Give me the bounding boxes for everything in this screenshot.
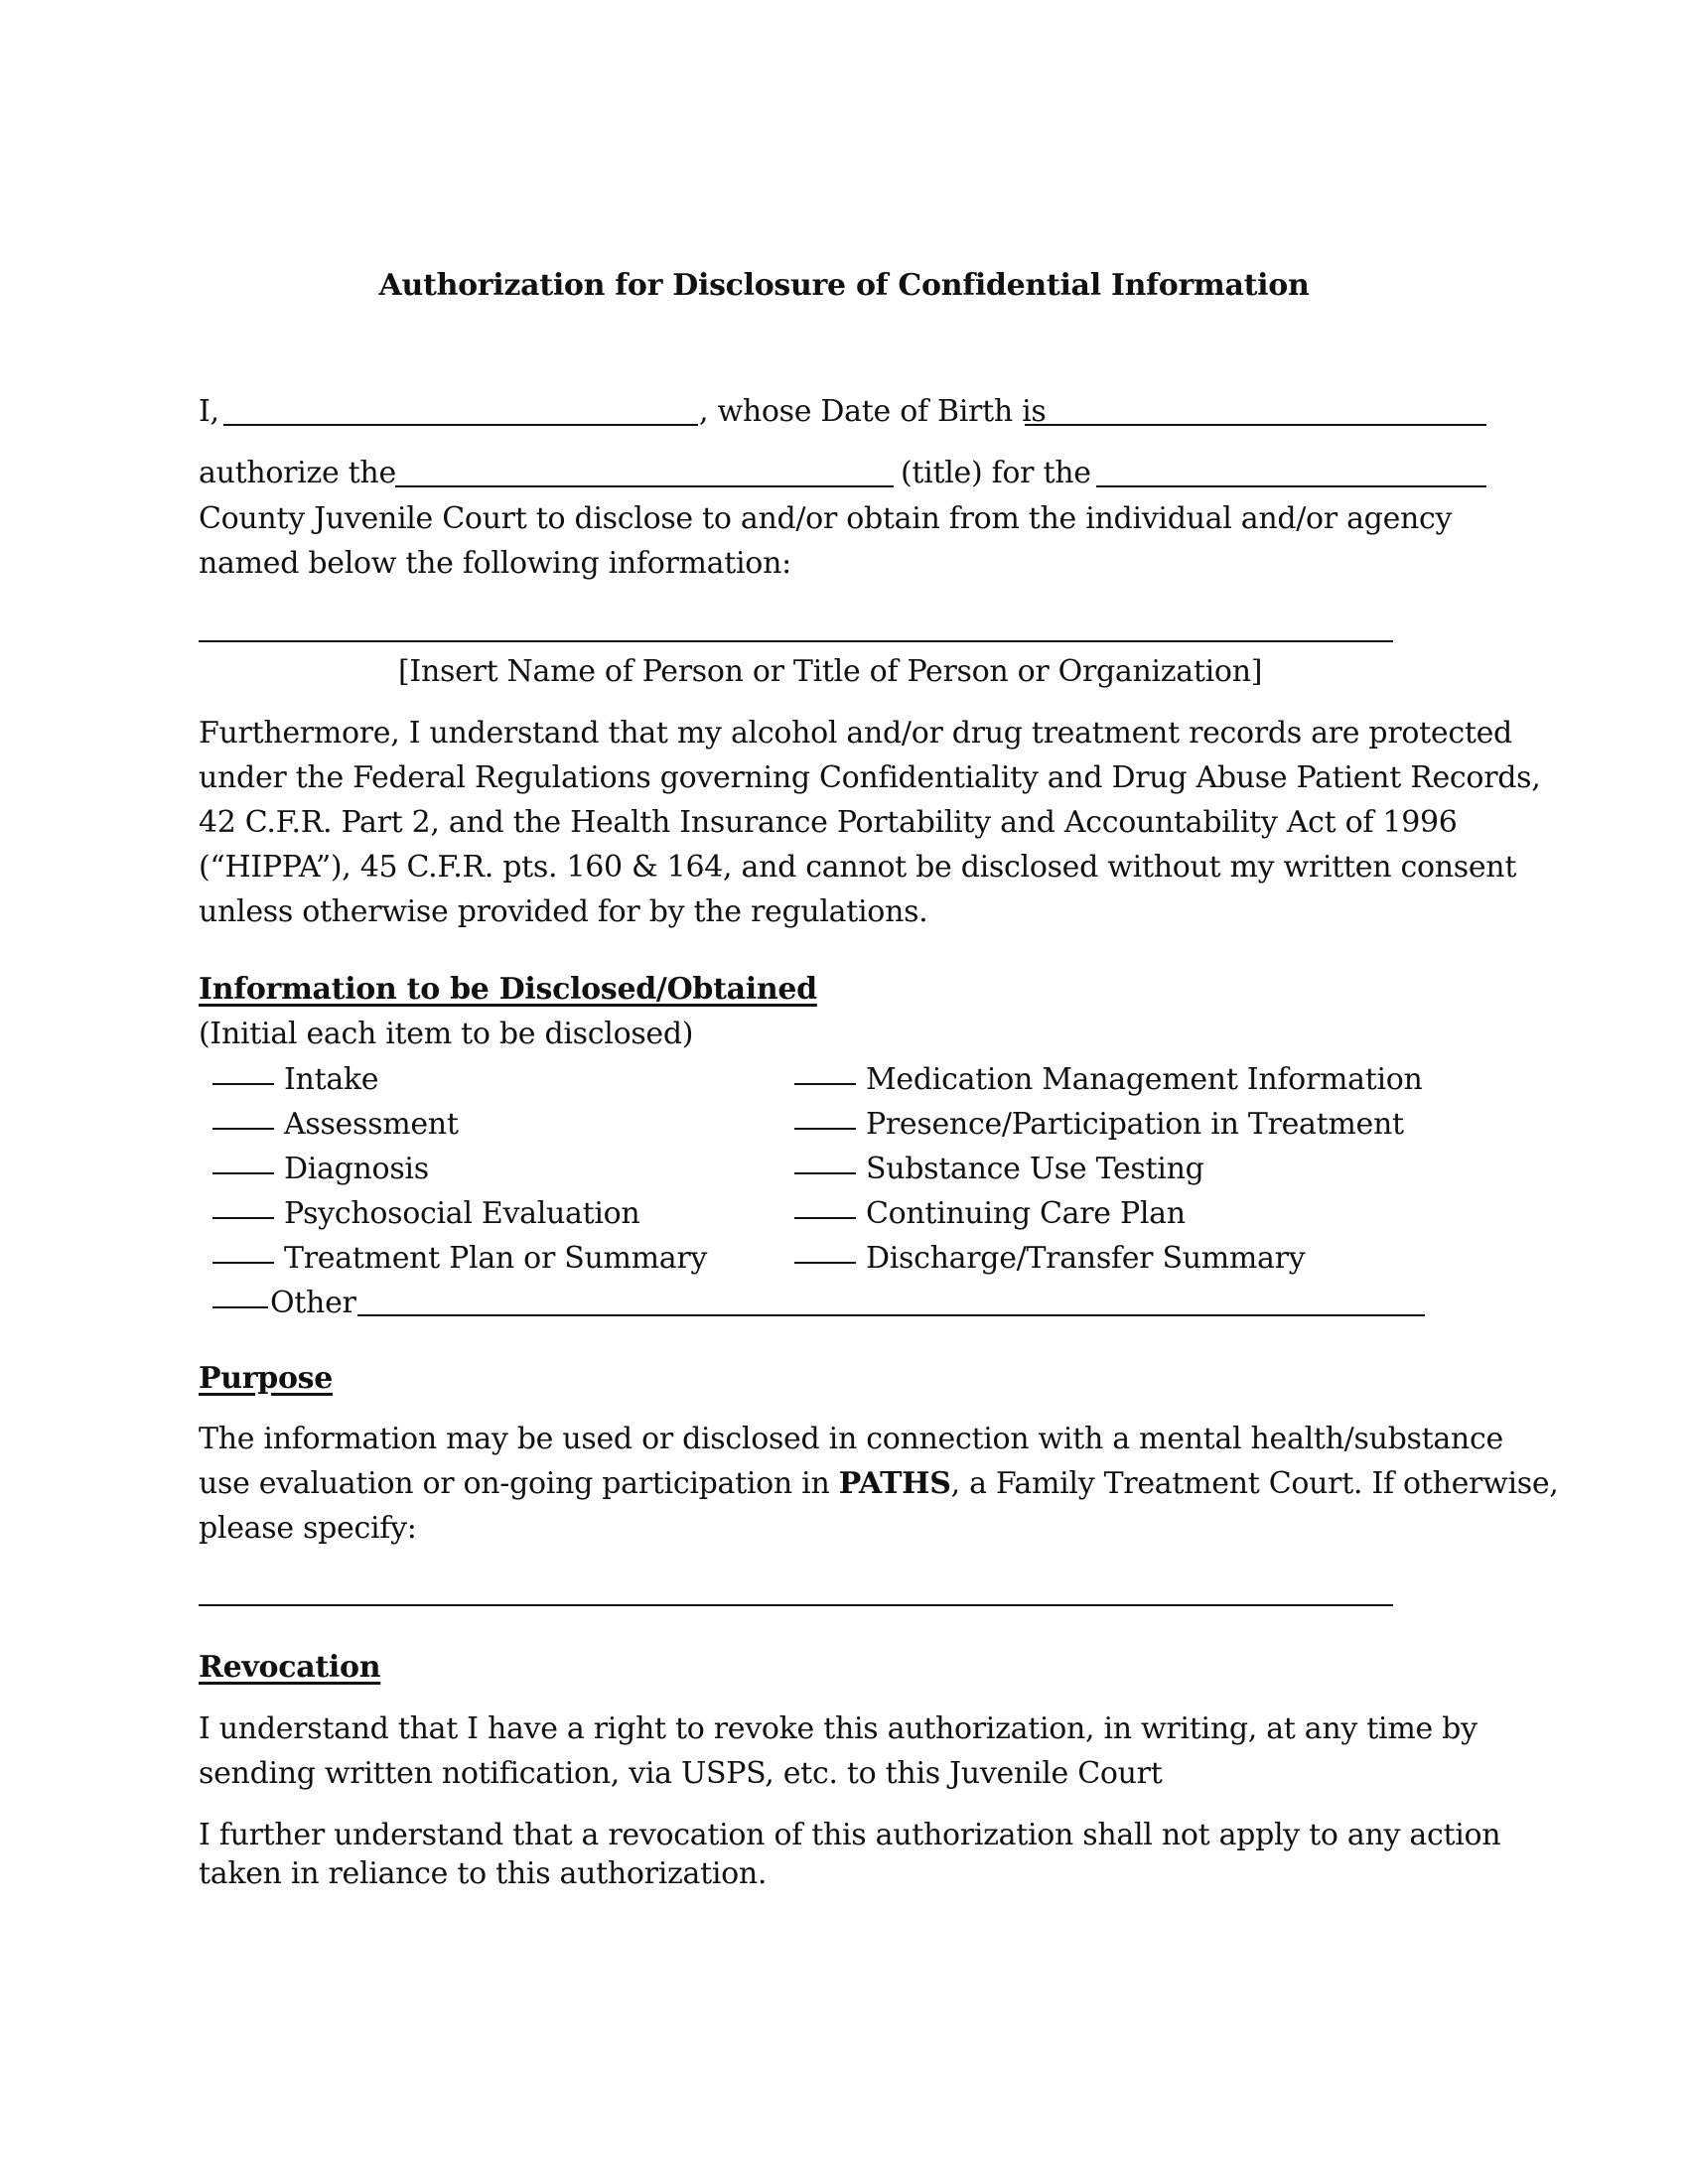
dob-field-line[interactable] [1025, 424, 1486, 426]
revocation-heading: Revocation [199, 1650, 381, 1685]
initial-blank[interactable] [212, 1098, 274, 1130]
initial-blank[interactable] [212, 1232, 274, 1264]
checklist-item-intake[interactable] [212, 1057, 378, 1102]
county-field-line[interactable] [1096, 485, 1486, 487]
revocation-p2-line-2: taken in reliance to this authorization. [199, 1856, 768, 1891]
furthermore-line: 42 C.F.R. Part 2, and the Health Insurance Portability and Accountability Act of 1996 [199, 805, 1458, 840]
authorize-label: authorize the [199, 456, 396, 490]
insert-note: [Insert Name of Person or Title of Person or Organization] [398, 654, 1263, 689]
checklist-item-psychosocial[interactable] [212, 1191, 639, 1236]
checklist-item-treatment-plan[interactable] [212, 1236, 707, 1281]
item-label: Presence/Participation in Treatment [866, 1107, 1404, 1142]
other-field-line[interactable] [357, 1314, 1425, 1316]
purpose-line-3: please specify: [199, 1511, 417, 1546]
name-field-line[interactable] [223, 424, 698, 426]
purpose-specify-line[interactable] [199, 1604, 1393, 1606]
checklist-item-discharge[interactable] [794, 1236, 1305, 1281]
initial-blank[interactable] [212, 1143, 274, 1174]
checklist-item-medication[interactable] [794, 1057, 1423, 1102]
initial-blank[interactable] [794, 1187, 856, 1219]
revocation-p1-line-1: I understand that I have a right to revoke this authorization, in writing, at any time by [199, 1711, 1477, 1746]
item-label: Other [270, 1286, 356, 1320]
purpose-text: use evaluation or on-going participation in [199, 1466, 839, 1501]
page-title: Authorization for Disclosure of Confidential Information [378, 268, 1310, 303]
item-label: Treatment Plan or Summary [284, 1241, 708, 1276]
furthermore-line: under the Federal Regulations governing Confidentiality and Drug Abuse Patient Records, [199, 760, 1541, 795]
paths-name: PATHS [838, 1466, 951, 1501]
item-label: Substance Use Testing [866, 1152, 1204, 1186]
purpose-line-2 [199, 1462, 1559, 1506]
revocation-p1-line-2: sending written notification, via USPS, etc. to this Juvenile Court [199, 1756, 1163, 1791]
revocation-p2-line-1: I further understand that a revocation of this authorization shall not apply to any action [199, 1818, 1501, 1852]
initial-blank[interactable] [794, 1053, 856, 1085]
checklist-item-substance-testing[interactable] [794, 1147, 1204, 1191]
item-label: Diagnosis [284, 1152, 429, 1186]
recipient-field-line[interactable] [199, 640, 1393, 642]
initial-blank[interactable] [212, 1277, 268, 1308]
furthermore-line: Furthermore, I understand that my alcohol and/or drug treatment records are protected [199, 716, 1512, 751]
intro-line-4: named below the following information: [199, 546, 791, 581]
intro-line-3: County Juvenile Court to disclose to and/or obtain from the individual and/or agency [199, 501, 1453, 536]
furthermore-line: (“HIPPA”), 45 C.F.R. pts. 160 & 164, and cannot be disclosed without my written consent [199, 850, 1517, 885]
information-heading: Information to be Disclosed/Obtained [199, 972, 817, 1007]
item-label: Discharge/Transfer Summary [866, 1241, 1306, 1276]
initial-blank[interactable] [794, 1232, 856, 1264]
purpose-text: , a Family Treatment Court. If otherwise, [950, 1466, 1559, 1501]
item-label: Psychosocial Evaluation [284, 1196, 640, 1231]
item-label: Assessment [284, 1107, 459, 1142]
purpose-line-1: The information may be used or disclosed in connection with a mental health/substance [199, 1422, 1503, 1456]
item-label: Medication Management Information [866, 1062, 1423, 1097]
i-label: I, [199, 394, 219, 429]
purpose-heading: Purpose [199, 1361, 334, 1396]
checklist-item-presence[interactable] [794, 1102, 1404, 1147]
initial-blank[interactable] [794, 1143, 856, 1174]
checklist-item-diagnosis[interactable] [212, 1147, 429, 1191]
initial-blank[interactable] [212, 1053, 274, 1085]
initial-blank[interactable] [212, 1187, 274, 1219]
information-instruction: (Initial each item to be disclosed) [199, 1017, 694, 1051]
checklist-item-continuing-care[interactable] [794, 1191, 1186, 1236]
checklist-item-other[interactable] [212, 1281, 356, 1325]
furthermore-line: unless otherwise provided for by the regulations. [199, 894, 928, 929]
official-field-line[interactable] [395, 485, 894, 487]
initial-blank[interactable] [794, 1098, 856, 1130]
checklist-item-assessment[interactable] [212, 1102, 459, 1147]
title-label: (title) for the [901, 456, 1091, 490]
item-label: Intake [284, 1062, 379, 1097]
dob-label: , whose Date of Birth is [699, 394, 1047, 429]
item-label: Continuing Care Plan [866, 1196, 1186, 1231]
